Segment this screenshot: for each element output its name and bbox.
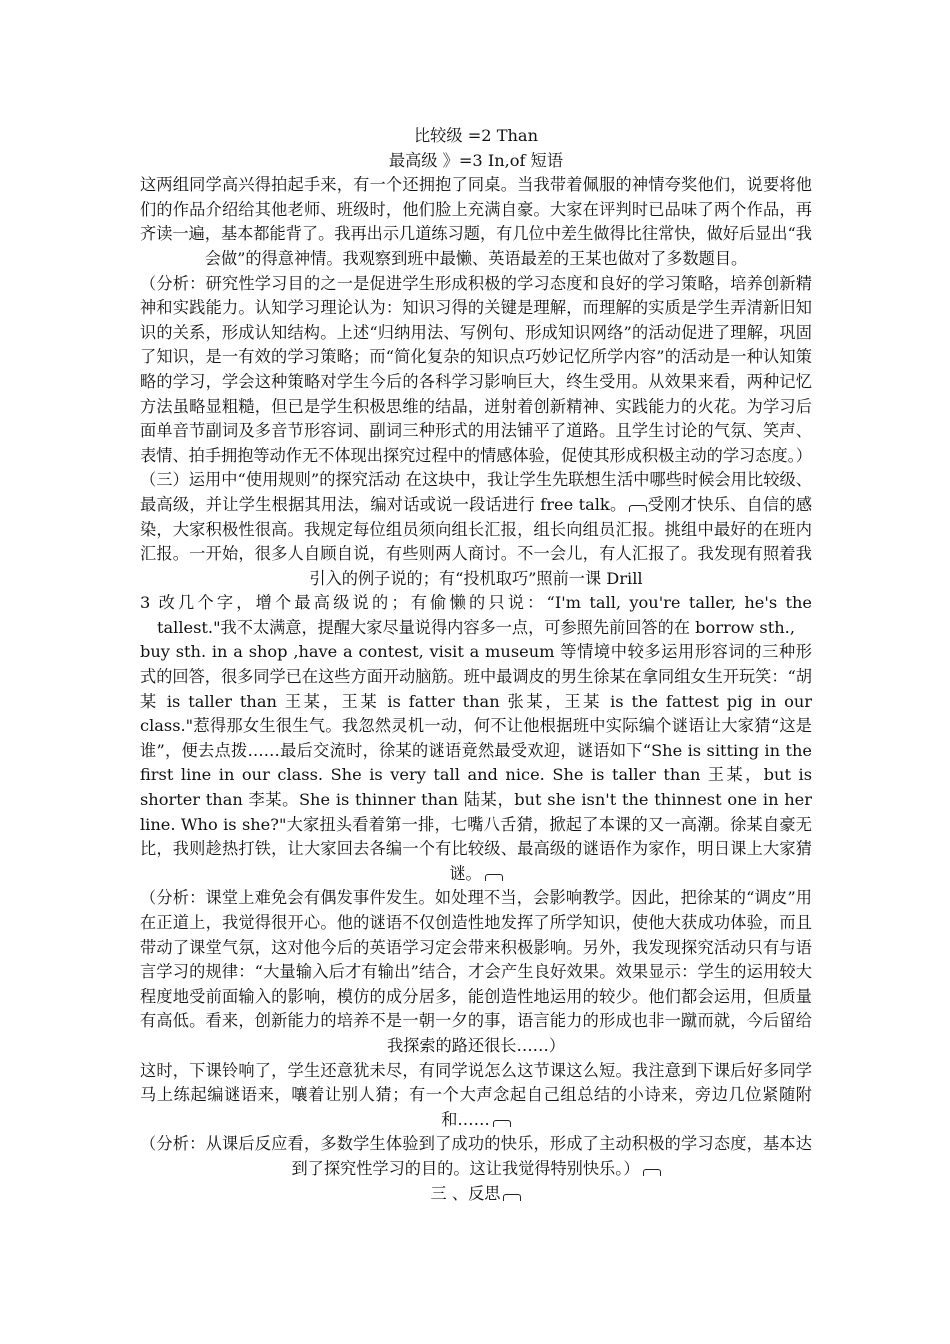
heading-comparative: 比较级 =2 Than (413, 126, 538, 145)
reflection-title: 三 、反思 (430, 1183, 501, 1203)
analysis-3-text: （分析：从课后反应看，多数学生体验到了成功的快乐，形成了主动积极的学习态度，基本达到了探究性学习的目的。这让我觉得特别快乐。） (140, 1134, 812, 1178)
return-mark-icon (493, 1120, 511, 1127)
paragraph-activity-3 (140, 468, 812, 591)
paragraph-group-work: 这两组同学高兴得拍起手来，有一个还拥抱了同桌。当我带着佩服的神情夸奖他们，说要将他们的作品介绍给其他老师、班级时，他们脸上充满自豪。大家在评判时已品味了两个作品，再齐读一遍，基本都能背了。我再出示几道练习题，有几位中差生做得比往常快，做好后显出“我会做”的得意神情。我观察到班中最懒、英语最差的王某也做对了多数题目。 (140, 175, 812, 268)
return-mark-icon (629, 505, 647, 512)
document-body (140, 124, 812, 1206)
heading-superlative: 最高级 》=3 In,of 短语 (388, 150, 564, 170)
return-mark-icon (643, 1169, 661, 1176)
paragraph-after-class (140, 1059, 812, 1133)
riddle-text: buy sth. in a shop ,have a contest, visit a museum 等情境中较多运用形容词的三种形式的回答，很多同学已在这些方面开动脑筋。班中最调皮的男生徐某在拿同组女生开玩笑：“胡某 is taller than 王某，王某 is fatter than 张某，王某 is the fattest pig in our class."惹得那女生很生气。我忽然灵机一动，何不让他根据班中实际编个谜语让大家猜“这是谁”，便去点拨……最后交流时，徐某的谜语竟然最受欢迎，谜语如下“She is sitting in the first line in our class. She is very tall and nice. She is taller than 王某，but is shorter than 李某。She is thinner than 陆某，but she isn't the thinnest one in her line. Who is she?"大家扭头看着第一排，七嘴八舌猜，掀起了本课的又一高潮。徐某自豪无比，我则趁热打铁，让大家回去各编一个有比较级、最高级的谜语作为家作，明日课上大家猜谜。 (140, 642, 812, 883)
paragraph-analysis-2: （分析：课堂上难免会有偶发事件发生。如处理不当，会影响教学。因此，把徐某的“调皮”用在正道上，我觉得很开心。他的谜语不仅创造性地发挥了所学知识，使他大获成功体验，而且带动了课堂气氛，这对他今后的英语学习定会带来积极影响。另外，我发现探究活动只有与语言学习的规律：“大量输入后才有输出”结合，才会产生良好效果。效果显示：学生的运用较大程度地受前面输入的影响，模仿的成分居多，能创造性地运用的较少。他们都会运用，但质量有高低。看来，创新能力的培养不是一朝一夕的事，语言能力的形成也非一蹴而就，今后留给我探索的路还很长……） (140, 888, 812, 1055)
paragraph-drill: 3 改几个字，增个最高级说的；有偷懒的只说：“I'm tall, you're taller, he's the tallest."我不太满意，提醒大家尽量说得内容多一点，可参照先前回答的在 borrow sth., (140, 593, 812, 637)
paragraph-riddle (140, 640, 812, 886)
return-mark-icon (503, 1194, 521, 1201)
activity-3-intro: （三）运用中“使用规则”的探究活动 在这块中，我让学生先联想生活中哪些时候会用比较级、最高级，并让学生根据其用法，编对话或说一段话进行 free talk。 (140, 470, 812, 514)
paragraph-analysis-1: （分析：研究性学习目的之一是促进学生形成积极的学习态度和良好的学习策略，培养创新精神和实践能力。认知学习理论认为：知识习得的关键是理解，而理解的实质是学生弄清新旧知识的关系，形成认知结构。上述“归纳用法、写例句、形成知识网络”的活动促进了理解，巩固了知识，是一有效的学习策略；而“简化复杂的知识点巧妙记忆所学内容”的活动是一种认知策略的学习，学会这种策略对学生今后的各科学习影响巨大，终生受用。从效果来看，两种记忆方法虽略显粗糙，但已是学生积极思维的结晶，迸射着创新精神、实践能力的火花。为学习后面单音节副词及多音节形容词、副词三种形式的用法铺平了道路。且学生讨论的气氛、笑声、表情、拍手拥抱等动作无不体现出探究过程中的情感体验，促使其形成积极主动的学习态度。） (140, 273, 812, 465)
section-heading-reflection (140, 1182, 812, 1207)
after-class-text: 这时，下课铃响了，学生还意犹未尽，有同学说怎么这节课这么短。我注意到下课后好多同学马上练起编谜语来，嚷着让别人猜；有一个大声念起自己组总结的小诗来，旁边几位紧随附和…… (140, 1060, 812, 1129)
paragraph-analysis-3 (140, 1132, 812, 1181)
activity-3-body: 受刚才快乐、自信的感染，大家积极性很高。我规定每位组员须向组长汇报，组长向组员汇报。挑组中最好的在班内汇报。一开始，很多人自顾自说，有些则两人商讨。不一会儿，有人汇报了。我发现有照着我引入的例子说的；有“投机取巧”照前一课 Drill (140, 494, 813, 588)
return-mark-icon (485, 874, 503, 881)
